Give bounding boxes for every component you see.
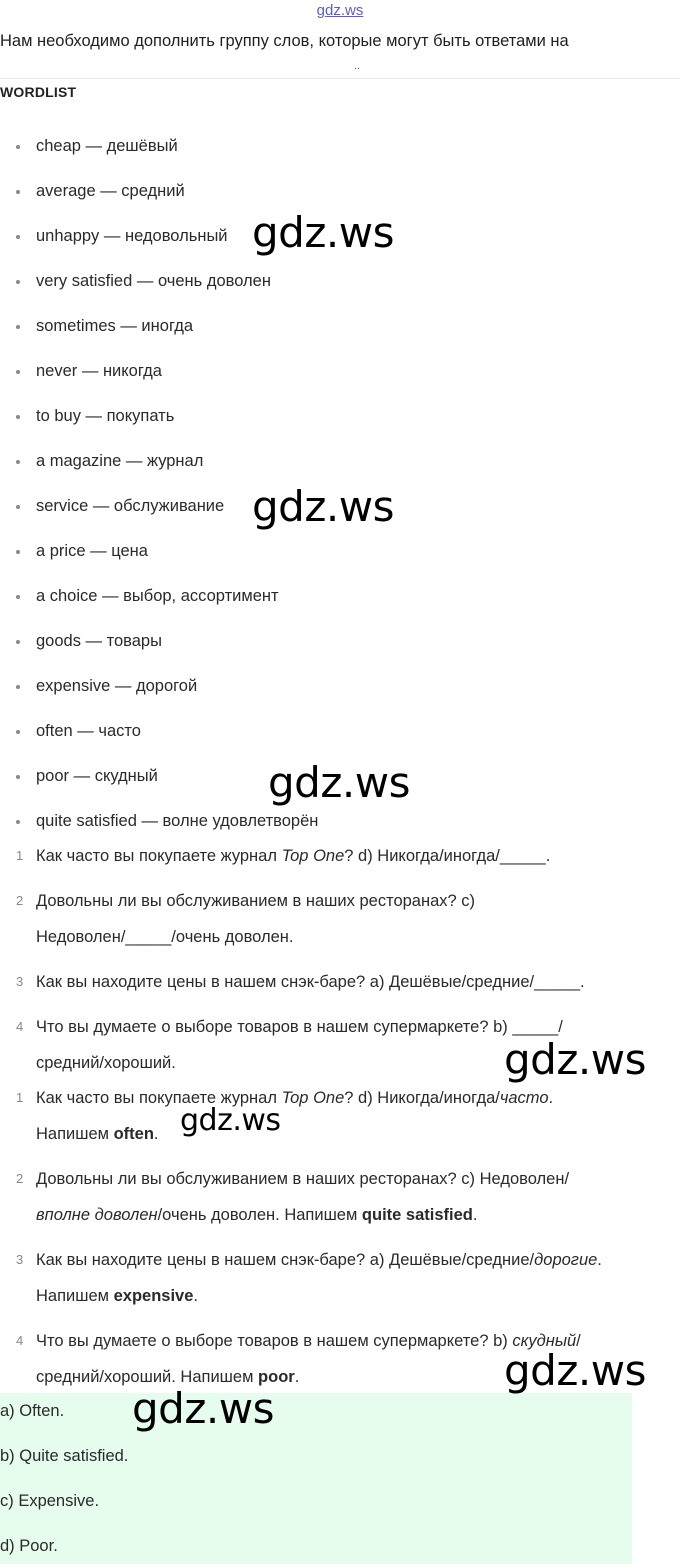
bullet-icon xyxy=(16,460,20,464)
answers-box xyxy=(0,1393,632,1564)
bullet-icon xyxy=(16,190,20,194)
question-text: Что вы думаете о выборе товаров в нашем супермаркете? b) _____/ xyxy=(36,1018,563,1036)
wordlist-title: WORDLIST xyxy=(0,84,77,100)
bullet-icon xyxy=(16,280,20,284)
list-item-text: service — обслуживание xyxy=(36,497,225,515)
watermark: gdz.ws xyxy=(268,758,410,807)
list-item xyxy=(0,355,680,400)
question-item xyxy=(0,838,660,874)
question-number: 1 xyxy=(16,848,24,863)
solution-number: 2 xyxy=(16,1171,24,1186)
list-item-text: a choice — выбор, ассортимент xyxy=(36,587,279,605)
bullet-icon xyxy=(16,235,20,239)
answer-line: a) Often. xyxy=(0,1402,65,1420)
solution-text: . xyxy=(472,1206,478,1224)
question-item xyxy=(0,964,660,1000)
solution-text: /очень доволен. Напишем xyxy=(157,1206,362,1224)
list-item-text: goods — товары xyxy=(36,632,162,650)
intro-text: Нам необходимо дополнить группу слов, которые могут быть ответами на xyxy=(0,32,569,50)
magazine-title: Top One xyxy=(281,847,345,865)
list-item xyxy=(0,130,680,175)
solution-text: . xyxy=(597,1251,602,1269)
answer-word-bold: quite satisfied xyxy=(361,1206,473,1224)
watermark: gdz.ws xyxy=(252,482,394,531)
list-item xyxy=(0,535,680,580)
solution-item xyxy=(0,1161,660,1233)
solution-text: Довольны ли вы обслуживанием в наших ресторанах? c) Недоволен/ xyxy=(36,1170,570,1188)
solution-text: . xyxy=(548,1089,554,1107)
list-item-text: quite satisfied — волне удовлетворён xyxy=(36,812,319,830)
list-item-text: average — средний xyxy=(36,182,185,200)
question-text: Недоволен/_____/очень доволен. xyxy=(36,928,294,946)
answer-word-bold: often xyxy=(113,1125,154,1143)
list-item xyxy=(0,400,680,445)
bullet-icon xyxy=(16,415,20,419)
list-item xyxy=(0,715,680,760)
question-item xyxy=(0,883,660,955)
watermark: gdz.ws xyxy=(504,1035,646,1084)
solution-text: . xyxy=(193,1287,198,1305)
question-text: Как вы находите цены в нашем снэк-баре? a) Дешёвые/средние/_____. xyxy=(36,973,585,991)
list-item-text: often — часто xyxy=(36,722,141,740)
bullet-icon xyxy=(16,325,20,329)
bullet-icon xyxy=(16,370,20,374)
solution-text: . xyxy=(294,1368,300,1386)
magazine-title: Top One xyxy=(281,1089,345,1107)
solution-number: 3 xyxy=(16,1252,24,1267)
site-link[interactable]: gdz.ws xyxy=(316,2,364,19)
list-item-text: to buy — покупать xyxy=(36,407,175,425)
solution-text: Напишем xyxy=(36,1125,114,1143)
solution-text: . xyxy=(153,1125,159,1143)
solution-item xyxy=(0,1242,660,1314)
watermark: gdz.ws xyxy=(180,1103,281,1138)
solution-text: / xyxy=(576,1332,581,1350)
list-item-text: very satisfied — очень доволен xyxy=(36,272,271,290)
solution-text: средний/хороший. Напишем xyxy=(36,1368,259,1386)
answer-word: скудный xyxy=(512,1332,577,1350)
question-number: 4 xyxy=(16,1019,24,1034)
list-item-text: sometimes — иногда xyxy=(36,317,194,335)
bullet-icon xyxy=(16,595,20,599)
solution-text: Напишем xyxy=(36,1287,114,1305)
answer-word: вполне доволен xyxy=(36,1206,158,1224)
bullet-icon xyxy=(16,685,20,689)
list-item xyxy=(0,310,680,355)
answer-line: b) Quite satisfied. xyxy=(0,1447,129,1465)
bullet-icon xyxy=(16,145,20,149)
watermark: gdz.ws xyxy=(132,1384,274,1433)
bullet-icon xyxy=(16,775,20,779)
list-item-text: poor — скудный xyxy=(36,767,158,785)
bullet-icon xyxy=(16,505,20,509)
bullet-icon xyxy=(16,640,20,644)
solution-number: 1 xyxy=(16,1090,24,1105)
intro-ellipsis: .. xyxy=(354,60,361,72)
question-number: 3 xyxy=(16,974,24,989)
list-item xyxy=(0,265,680,310)
solution-text: Как вы находите цены в нашем снэк-баре? a) Дешёвые/средние/ xyxy=(36,1251,535,1269)
list-item-text: unhappy — недовольный xyxy=(36,227,228,245)
answer-word: дорогие xyxy=(534,1251,598,1269)
answer-line: d) Poor. xyxy=(0,1537,58,1555)
list-item xyxy=(0,580,680,625)
list-item-text: expensive — дорогой xyxy=(36,677,198,695)
solution-text: Как часто вы покупаете журнал xyxy=(36,1089,282,1107)
solution-item xyxy=(0,1080,660,1152)
question-text: Довольны ли вы обслуживанием в наших ресторанах? c) xyxy=(36,892,476,910)
question-number: 2 xyxy=(16,893,24,908)
list-item xyxy=(0,670,680,715)
solution-text: ? d) Никогда/иногда/ xyxy=(344,1089,500,1107)
answer-word-bold: poor xyxy=(258,1368,295,1386)
header-divider xyxy=(0,78,680,79)
list-item-text: a magazine — журнал xyxy=(36,452,204,470)
solution-text: Что вы думаете о выборе товаров в нашем супермаркете? b) xyxy=(36,1332,513,1350)
question-text: ? d) Никогда/иногда/_____. xyxy=(344,847,551,865)
question-text: средний/хороший. xyxy=(36,1054,176,1072)
answer-word: часто xyxy=(499,1089,549,1107)
answer-line: c) Expensive. xyxy=(0,1492,100,1510)
list-item-text: cheap — дешёвый xyxy=(36,137,178,155)
question-text: Как часто вы покупаете журнал xyxy=(36,847,282,865)
solution-number: 4 xyxy=(16,1333,24,1348)
list-item-text: a price — цена xyxy=(36,542,148,560)
bullet-icon xyxy=(16,550,20,554)
bullet-icon xyxy=(16,820,20,824)
list-item xyxy=(0,625,680,670)
bullet-icon xyxy=(16,730,20,734)
answer-word-bold: expensive xyxy=(113,1287,194,1305)
list-item-text: never — никогда xyxy=(36,362,162,380)
watermark: gdz.ws xyxy=(504,1346,646,1395)
watermark: gdz.ws xyxy=(252,208,394,257)
